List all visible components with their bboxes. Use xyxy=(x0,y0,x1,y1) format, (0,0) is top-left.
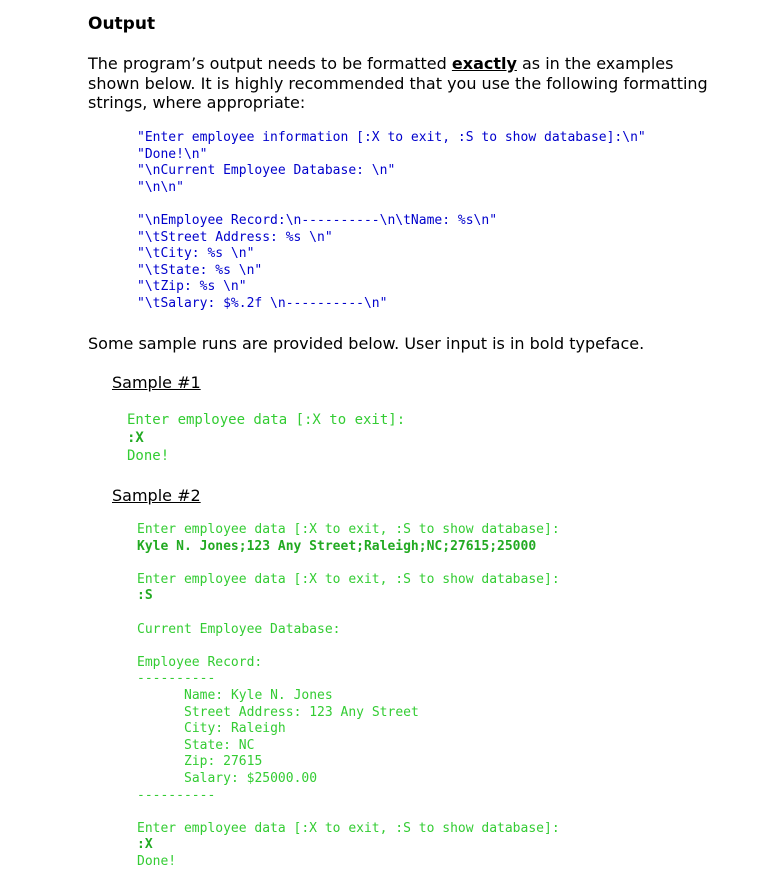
sample-prompt: Enter employee data [:X to exit, :S to show database]: xyxy=(137,522,560,537)
intro-emphasis: exactly xyxy=(451,54,517,73)
format-string: "Enter employee information [:X to exit, :S to show database]:\n" xyxy=(137,130,646,145)
blank-line xyxy=(137,804,560,821)
sample-user-input: :X xyxy=(137,837,153,853)
blank-line xyxy=(137,638,560,655)
intro-text-after: as in the examples shown below. It is highly recommended that you use the following formatting strings, where appropriate: xyxy=(88,54,708,112)
sample-2-output xyxy=(137,522,560,870)
sample-1-output xyxy=(127,411,405,465)
format-string: "\n\n" xyxy=(137,179,184,195)
record-zip: Zip: 27615 xyxy=(184,754,263,770)
blank-line xyxy=(137,555,560,572)
sample-prompt: Enter employee data [:X to exit]: xyxy=(127,412,406,428)
sample-user-input: :S xyxy=(137,588,153,604)
sample-done: Done! xyxy=(127,448,170,464)
sample-1-title: Sample #1 xyxy=(112,373,201,392)
intro-paragraph xyxy=(88,54,728,113)
sample-prompt: Enter employee data [:X to exit, :S to show database]: xyxy=(137,571,560,587)
sample-user-input: Kyle N. Jones;123 Any Street;Raleigh;NC;27615;25000 xyxy=(137,538,537,554)
format-string: "\tCity: %s \n" xyxy=(137,246,255,262)
format-strings-block-1 xyxy=(137,130,646,196)
format-string: "\tState: %s \n" xyxy=(137,262,263,278)
record-header: Employee Record: xyxy=(137,654,263,670)
record-state: State: NC xyxy=(184,737,255,753)
intro-text-before: The program’s output needs to be formatted xyxy=(88,54,452,73)
record-city: City: Raleigh xyxy=(184,721,286,737)
record-salary: Salary: $25000.00 xyxy=(184,770,318,786)
sample-done: Done! xyxy=(137,853,177,869)
sample-2-title: Sample #2 xyxy=(112,486,201,505)
sample-user-input: :X xyxy=(127,430,144,446)
format-string: "\nCurrent Employee Database: \n" xyxy=(137,163,396,179)
sample-prompt: Enter employee data [:X to exit, :S to show database]: xyxy=(137,820,560,836)
samples-intro: Some sample runs are provided below. User input is in bold typeface. xyxy=(88,334,645,353)
format-string: "\tZip: %s \n" xyxy=(137,279,247,295)
db-header: Current Employee Database: xyxy=(137,621,341,637)
format-strings-block-2 xyxy=(137,213,497,313)
format-string: "\tSalary: $%.2f \n----------\n" xyxy=(137,295,388,311)
blank-line xyxy=(137,605,560,622)
format-string: "\tStreet Address: %s \n" xyxy=(137,229,333,245)
format-string: "Done!\n" xyxy=(137,146,208,162)
record-name: Name: Kyle N. Jones xyxy=(184,687,333,703)
record-separator: ---------- xyxy=(137,671,216,687)
record-separator: ---------- xyxy=(137,787,216,803)
format-string: "\nEmployee Record:\n----------\n\tName: %s\n" xyxy=(137,213,498,228)
record-street: Street Address: 123 Any Street xyxy=(184,704,419,720)
section-heading: Output xyxy=(88,14,156,34)
